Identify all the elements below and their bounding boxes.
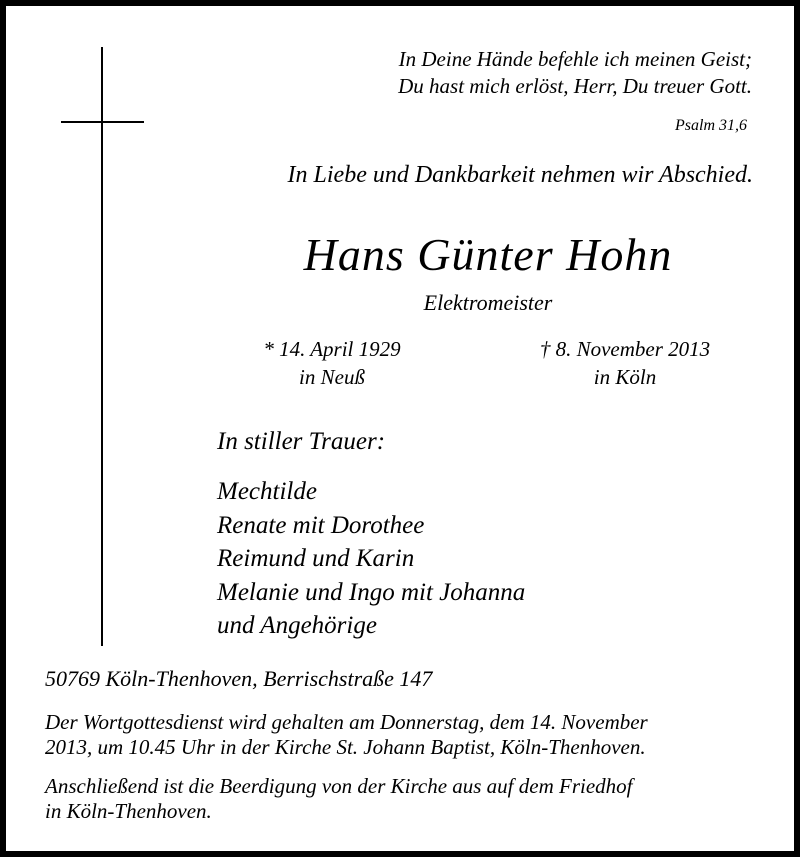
mourner: und Angehörige bbox=[217, 612, 377, 639]
mourner: Melanie und Ingo mit Johanna bbox=[217, 578, 526, 606]
deceased-profession: Elektromeister bbox=[423, 290, 553, 315]
burial-text-line-1: Anschließend ist die Beerdigung von der Kirche aus auf dem Friedhof bbox=[45, 774, 633, 798]
mourner: Mechtilde bbox=[217, 478, 317, 505]
psalm-quote-line-2: Du hast mich erlöst, Herr, Du treuer Gott. bbox=[398, 74, 752, 98]
death-info bbox=[495, 335, 755, 391]
deceased-name: Hans Günter Hohn bbox=[303, 229, 673, 280]
mourning-heading: In stiller Trauer: bbox=[217, 428, 386, 455]
mourner: Renate mit Dorothee bbox=[217, 511, 425, 539]
psalm-source: Psalm 31,6 bbox=[675, 117, 747, 134]
death-place: in Köln bbox=[593, 365, 657, 389]
mourner: Reimund und Karin bbox=[217, 545, 415, 572]
burial-text-line-2: in Köln-Thenhoven. bbox=[45, 799, 212, 823]
cross-horizontal-bar bbox=[61, 121, 144, 123]
birth-date: * 14. April 1929 bbox=[263, 337, 401, 361]
psalm-quote bbox=[398, 46, 752, 100]
service-text bbox=[45, 710, 648, 760]
address: 50769 Köln-Thenhoven, Berrischstraße 147 bbox=[45, 666, 433, 691]
service-text-line-2: 2013, um 10.45 Uhr in der Kirche St. Johann Baptist, Köln-Thenhoven. bbox=[45, 735, 646, 759]
farewell-line: In Liebe und Dankbarkeit nehmen wir Abschied. bbox=[287, 162, 753, 188]
death-date: † 8. November 2013 bbox=[539, 337, 711, 361]
mourners-list bbox=[217, 475, 525, 643]
cross-vertical-bar bbox=[101, 47, 103, 646]
birth-info bbox=[202, 335, 462, 391]
birth-place: in Neuß bbox=[299, 365, 365, 389]
burial-text bbox=[45, 774, 633, 824]
service-text-line-1: Der Wortgottesdienst wird gehalten am Donnerstag, dem 14. November bbox=[45, 710, 648, 734]
psalm-quote-line-1: In Deine Hände befehle ich meinen Geist; bbox=[398, 47, 752, 71]
